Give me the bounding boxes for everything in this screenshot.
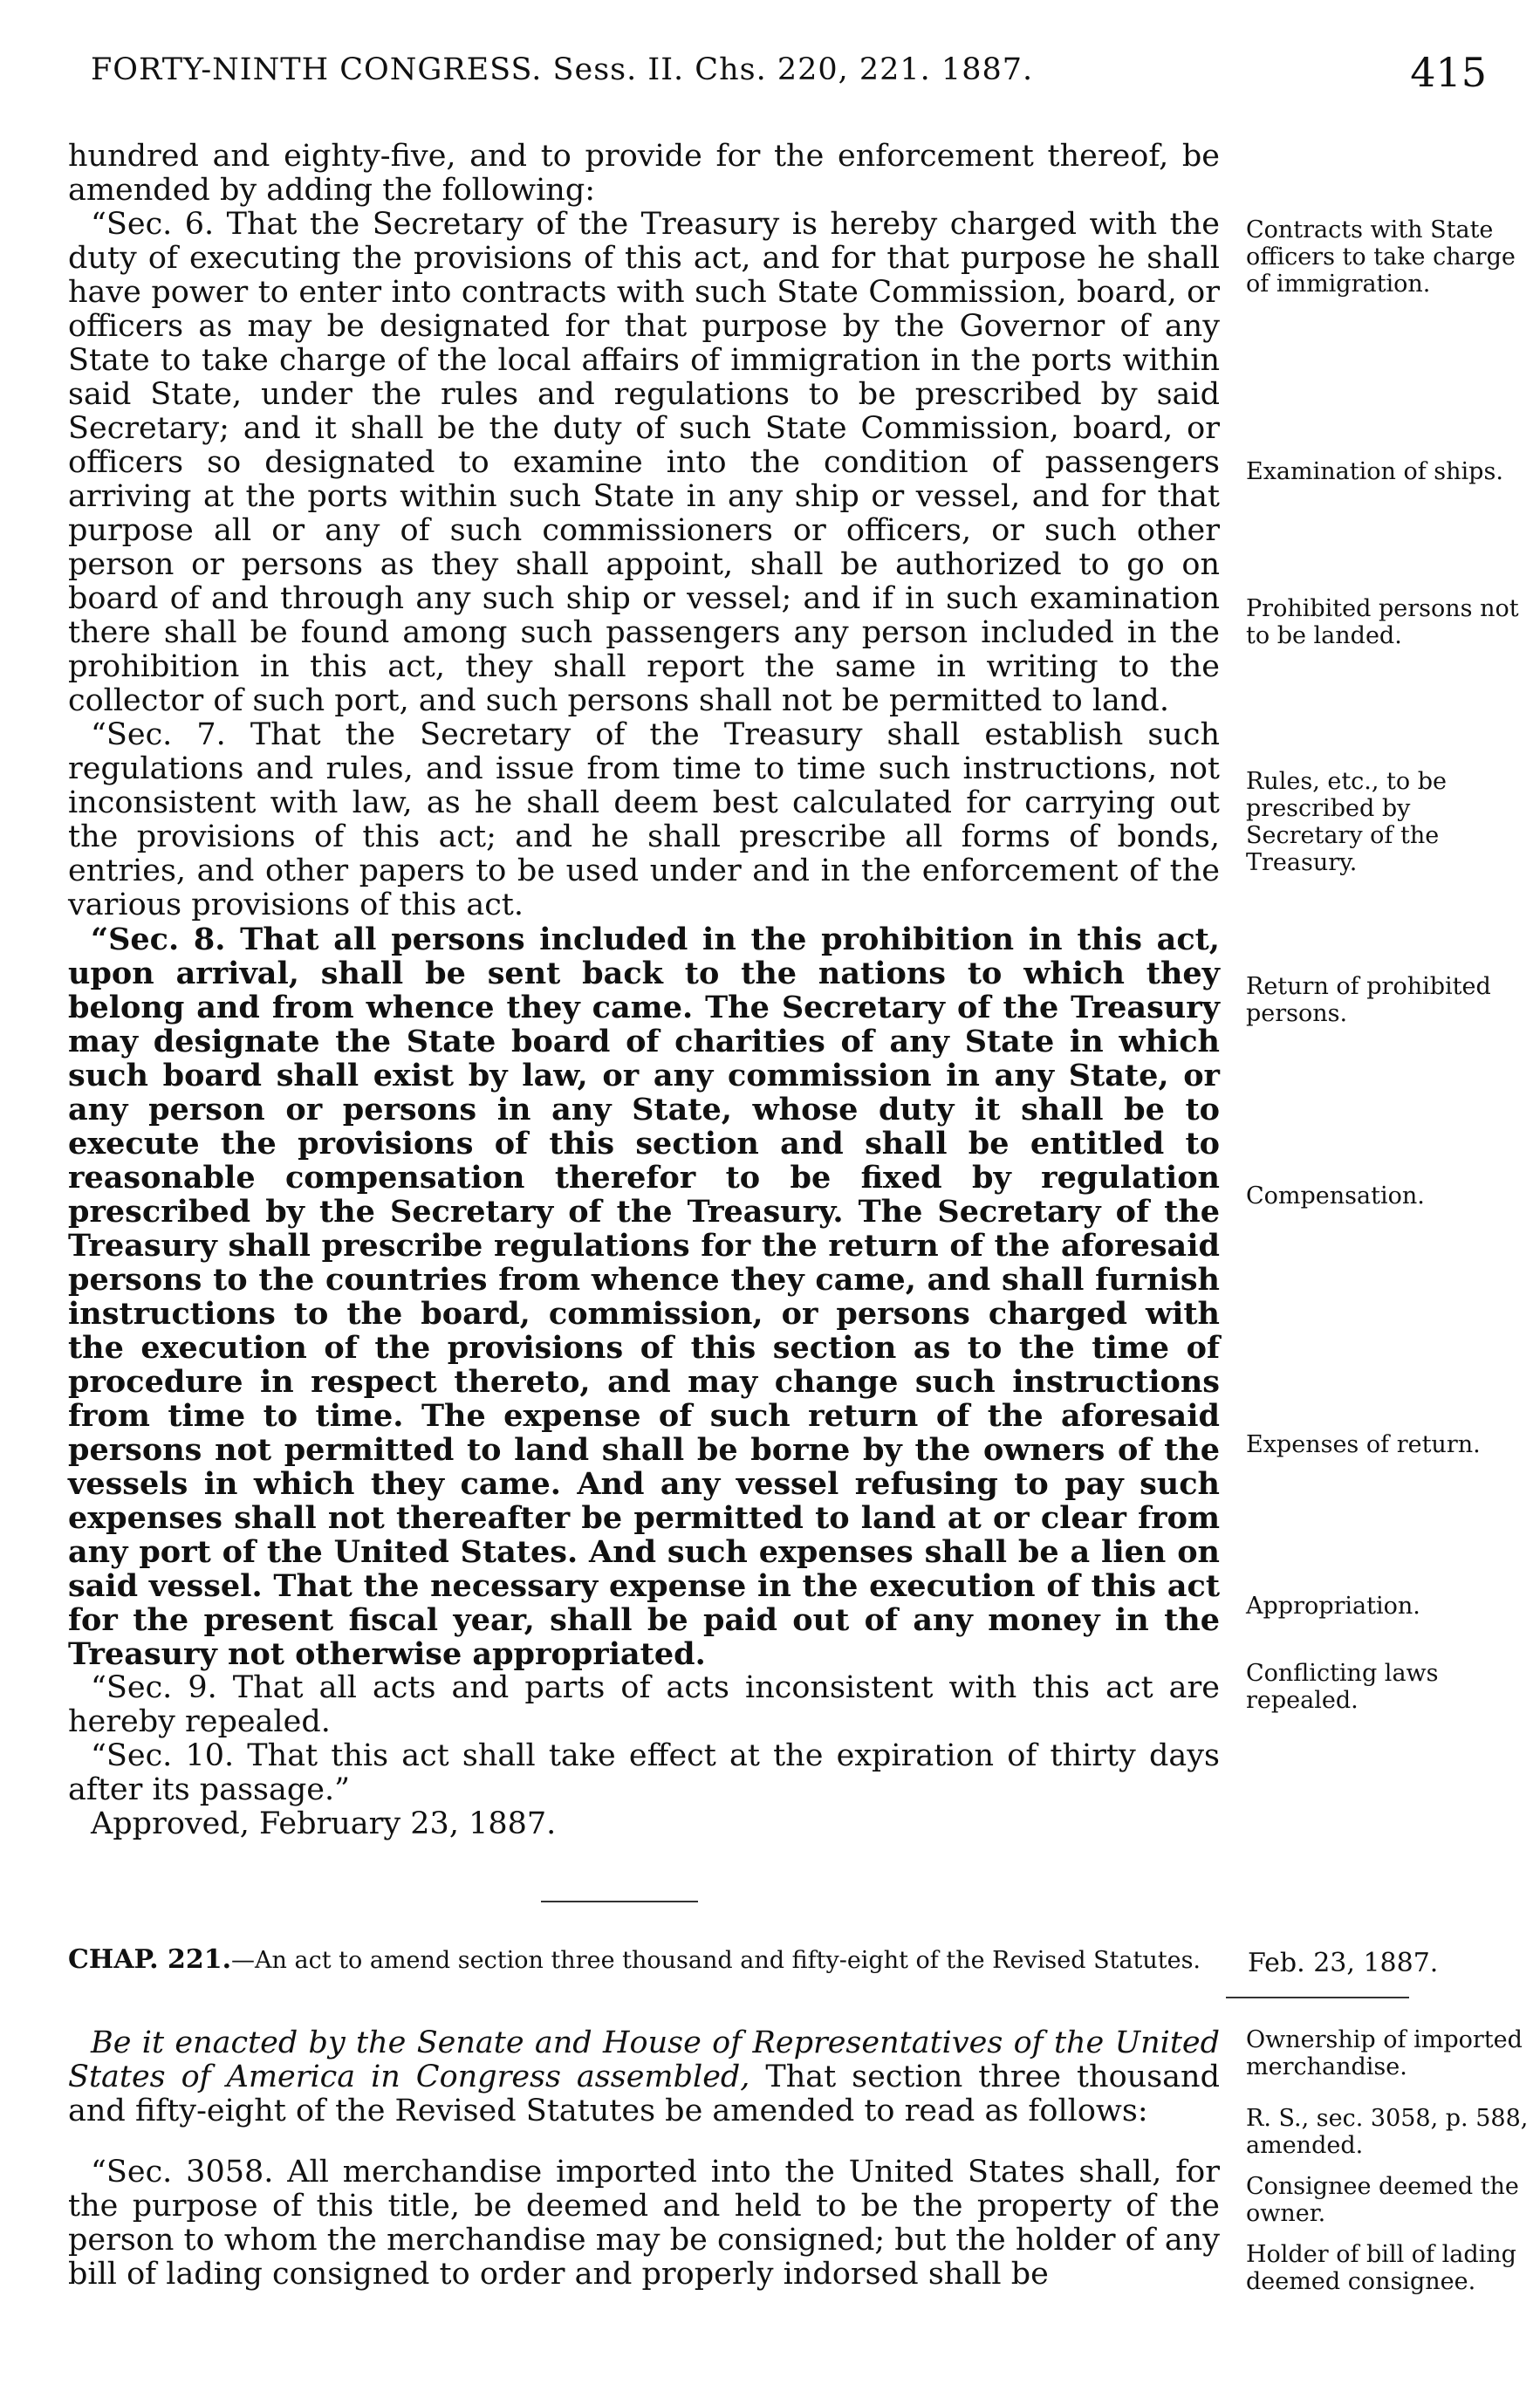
enacting-formula: Be it enacted by the Senate and House of Representatives of the United States of America in Congress assembled, [68, 2025, 1220, 2094]
margin-note-conflicting: Conflicting laws repealed. [1246, 1660, 1439, 1714]
margin-note-appropriation: Appropriation. [1246, 1593, 1420, 1620]
margin-note-examination: Examination of ships. [1246, 458, 1503, 485]
paragraph-continuation: hundred and eighty-five, and to provide for the enforcement thereof, be amended by adding the following: [68, 139, 1220, 208]
margin-note-rules: Rules, etc., to be prescribed by Secretary of the Treasury. [1246, 768, 1448, 876]
margin-note-contracts: Contracts with State officers to take charge of immigration. [1246, 216, 1516, 298]
chapter-title: —An act to amend section three thousand and fifty-eight of the Revised Statutes. [231, 1947, 1201, 1974]
running-head: FORTY-NINTH CONGRESS. Sess. II. Chs. 220, 221. 1887. [91, 52, 1034, 87]
main-text [68, 140, 1220, 1841]
section-8: “Sec. 8. That all persons included in the prohibition in this act, upon arrival, shall be sent back to the nations to which they belong and from whence they came. The Secretary of the Treasury may designate the State board of charities of any State in which such board shall exist by law, or any commission in any State, or any person or persons in any State, whose duty it shall be to execute the provisions of this section and shall be entitled to reasonable compensation therefor to be fixed by regulation prescribed by the Secretary of the Treasury. The Secretary of the Treasury shall prescribe regulations for the return of the aforesaid persons to the countries from whence they came, and shall furnish instructions to the board, commission, or persons charged with the execution of the provisions of this section as to the time of procedure in respect thereto, and may change such instructions from time to time. The expense of such return of the aforesaid persons not permitted to land shall be borne by the owners of the vessels in which they came. And any vessel refusing to pay such expenses shall not thereafter be permitted to land at or clear from any port of the United States. And such expenses shall be a lien on said vessel. That the necessary expense in the execution of this act for the present fiscal year, shall be paid out of any money in the Treasury not otherwise appropriated. [68, 922, 1220, 1672]
section-10: “Sec. 10. That this act shall take effect at the expiration of thirty days after its passage.” [68, 1738, 1220, 1807]
margin-note-compensation: Compensation. [1246, 1182, 1425, 1210]
section-9: “Sec. 9. That all acts and parts of acts inconsistent with this act are hereby repealed. [68, 1670, 1220, 1739]
section-3058 [68, 2155, 1220, 2292]
section-divider [541, 1901, 698, 1902]
section-3058-text: “Sec. 3058. All merchandise imported into the United States shall, for the purpose of this title, be deemed and held to be the property of the person to whom the merchandise may be consigned; but the holder of any bill of lading consigned to order and properly indorsed shall be [68, 2155, 1220, 2292]
margin-note-consignee: Consignee deemed the owner. [1246, 2173, 1519, 2227]
section-6: “Sec. 6. That the Secretary of the Treasury is hereby charged with the duty of executing the provisions of this act, and for that purpose he shall have power to enter into contracts with such State Commission, board, or officers as may be designated for that purpose by the Governor of any State to take charge of the local affairs of immigration in the ports within said State, under the rules and regulations to be prescribed by said Secretary; and it shall be the duty of such State Commission, board, or officers so designated to examine into the condition of passengers arriving at the ports within such State in any ship or vessel, and for that purpose all or any of such commissioners or officers, or such other person or persons as they shall appoint, shall be authorized to go on board of and through any such ship or vessel; and if in such examination there shall be found among such passengers any person included in the prohibition in this act, they shall report the same in writing to the collector of such port, and such persons shall not be permitted to land. [68, 207, 1220, 718]
margin-note-expenses: Expenses of return. [1246, 1431, 1481, 1458]
enacting-rest: That section three thousand and fifty-eight of the Revised Statutes be amended to read as follows: [68, 2059, 1220, 2128]
page-number: 415 [1410, 49, 1487, 96]
chapter-date: Feb. 23, 1887. [1248, 1948, 1439, 1978]
date-rule [1226, 1997, 1409, 1998]
approved-line: Approved, February 23, 1887. [91, 1806, 557, 1841]
page-header [91, 49, 1487, 105]
margin-note-rs-3058: R. S., sec. 3058, p. 588, amended. [1246, 2105, 1529, 2159]
margin-note-holder: Holder of bill of lading deemed consignee. [1246, 2241, 1516, 2295]
margin-note-return: Return of prohibited persons. [1246, 973, 1491, 1027]
chapter-heading [68, 1946, 1220, 1975]
margin-note-ownership: Ownership of imported merchandise. [1246, 2026, 1523, 2080]
section-7: “Sec. 7. That the Secretary of the Treasury shall establish such regulations and rules, and issue from time to time such instructions, not inconsistent with law, as he shall deem best calculated for carrying out the provisions of this act; and he shall prescribe all forms of bonds, entries, and other papers to be used under and in the enforcement of the various provisions of this act. [68, 717, 1220, 922]
chapter-label: CHAP. 221. [68, 1944, 232, 1975]
margin-note-prohibited: Prohibited persons not to be landed. [1246, 595, 1519, 649]
enacting-clause [68, 2026, 1220, 2128]
